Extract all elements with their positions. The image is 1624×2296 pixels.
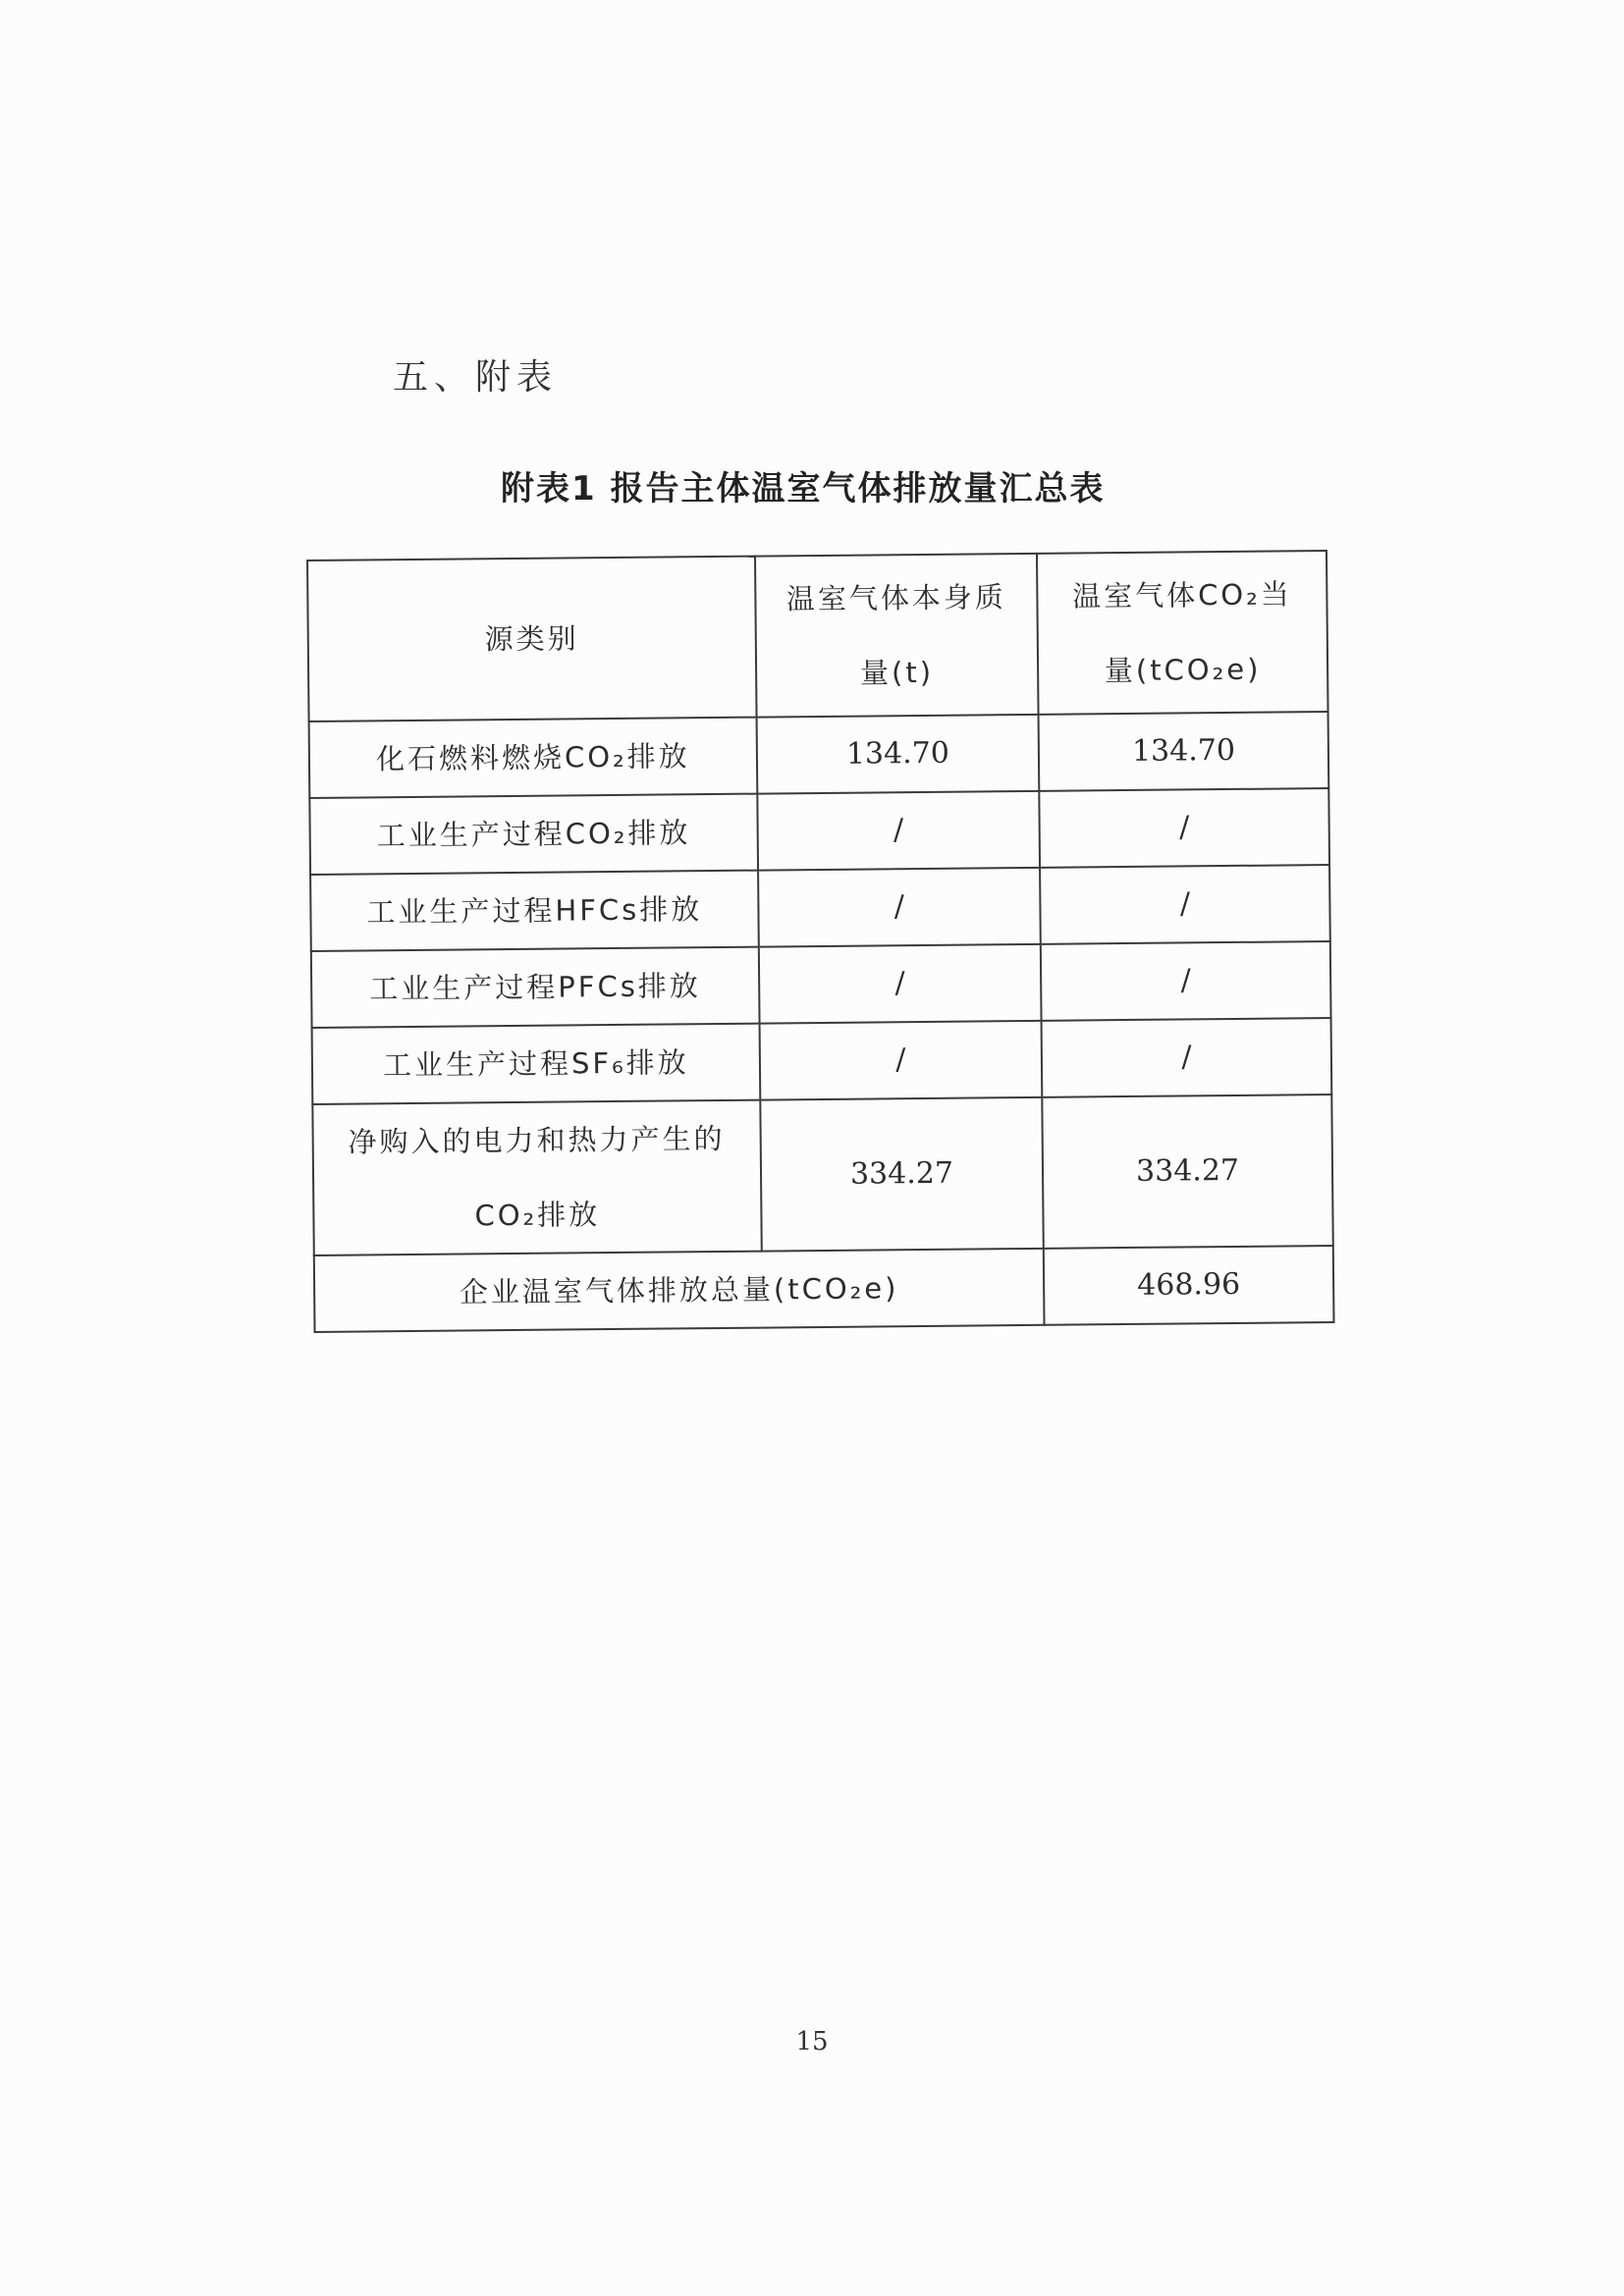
row-source: 工业生产过程PFCs排放 [311,947,760,1028]
row-co2-equivalent: / [1041,941,1331,1021]
row-source: 工业生产过程SF₆排放 [312,1024,761,1104]
row-source-line2: CO₂排放 [474,1198,601,1233]
table-row [312,1095,1332,1255]
total-label: 企业温室气体排放总量(tCO₂e) [314,1249,1045,1332]
table-title: 附表1 报告主体温室气体排放量汇总表 [501,469,1106,508]
header-gas-mass [755,554,1039,718]
section-heading: 五、附表 [393,357,559,398]
row-source: 工业生产过程CO₂排放 [309,794,758,875]
header-co2-equivalent-line1: 温室气体CO₂当 [1071,577,1292,614]
page-number: 15 [795,2027,829,2056]
row-mass: / [758,868,1041,947]
row-mass: / [759,1021,1042,1100]
table-total-row [314,1246,1334,1332]
row-co2-equivalent: 134.70 [1039,712,1329,791]
table-row [312,1018,1332,1104]
row-co2-equivalent: 334.27 [1042,1095,1332,1249]
row-co2-equivalent: / [1040,865,1330,944]
row-mass: 334.27 [760,1097,1044,1252]
table-row [310,865,1330,951]
header-co2-equivalent-line2: 量(tCO₂e) [1104,652,1262,688]
table-row [309,712,1329,798]
row-source-line1: 净购入的电力和热力产生的 [348,1121,726,1159]
emissions-summary-table [306,550,1335,1333]
table-header-row [307,551,1328,721]
row-co2-equivalent: / [1039,788,1329,868]
row-mass: / [759,944,1042,1024]
header-co2-equivalent [1037,551,1327,715]
total-value: 468.96 [1044,1246,1334,1325]
row-mass: / [757,791,1040,871]
header-gas-mass-line2: 量(t) [859,655,935,690]
table-row [311,941,1331,1028]
row-source: 工业生产过程HFCs排放 [310,871,759,951]
row-source: 化石燃料燃烧CO₂排放 [309,718,758,798]
header-source-category: 源类别 [307,557,756,721]
row-source [312,1100,761,1255]
row-mass: 134.70 [756,715,1039,794]
row-co2-equivalent: / [1042,1018,1332,1097]
table-row [309,788,1329,875]
header-gas-mass-line1: 温室气体本身质 [785,580,1007,616]
